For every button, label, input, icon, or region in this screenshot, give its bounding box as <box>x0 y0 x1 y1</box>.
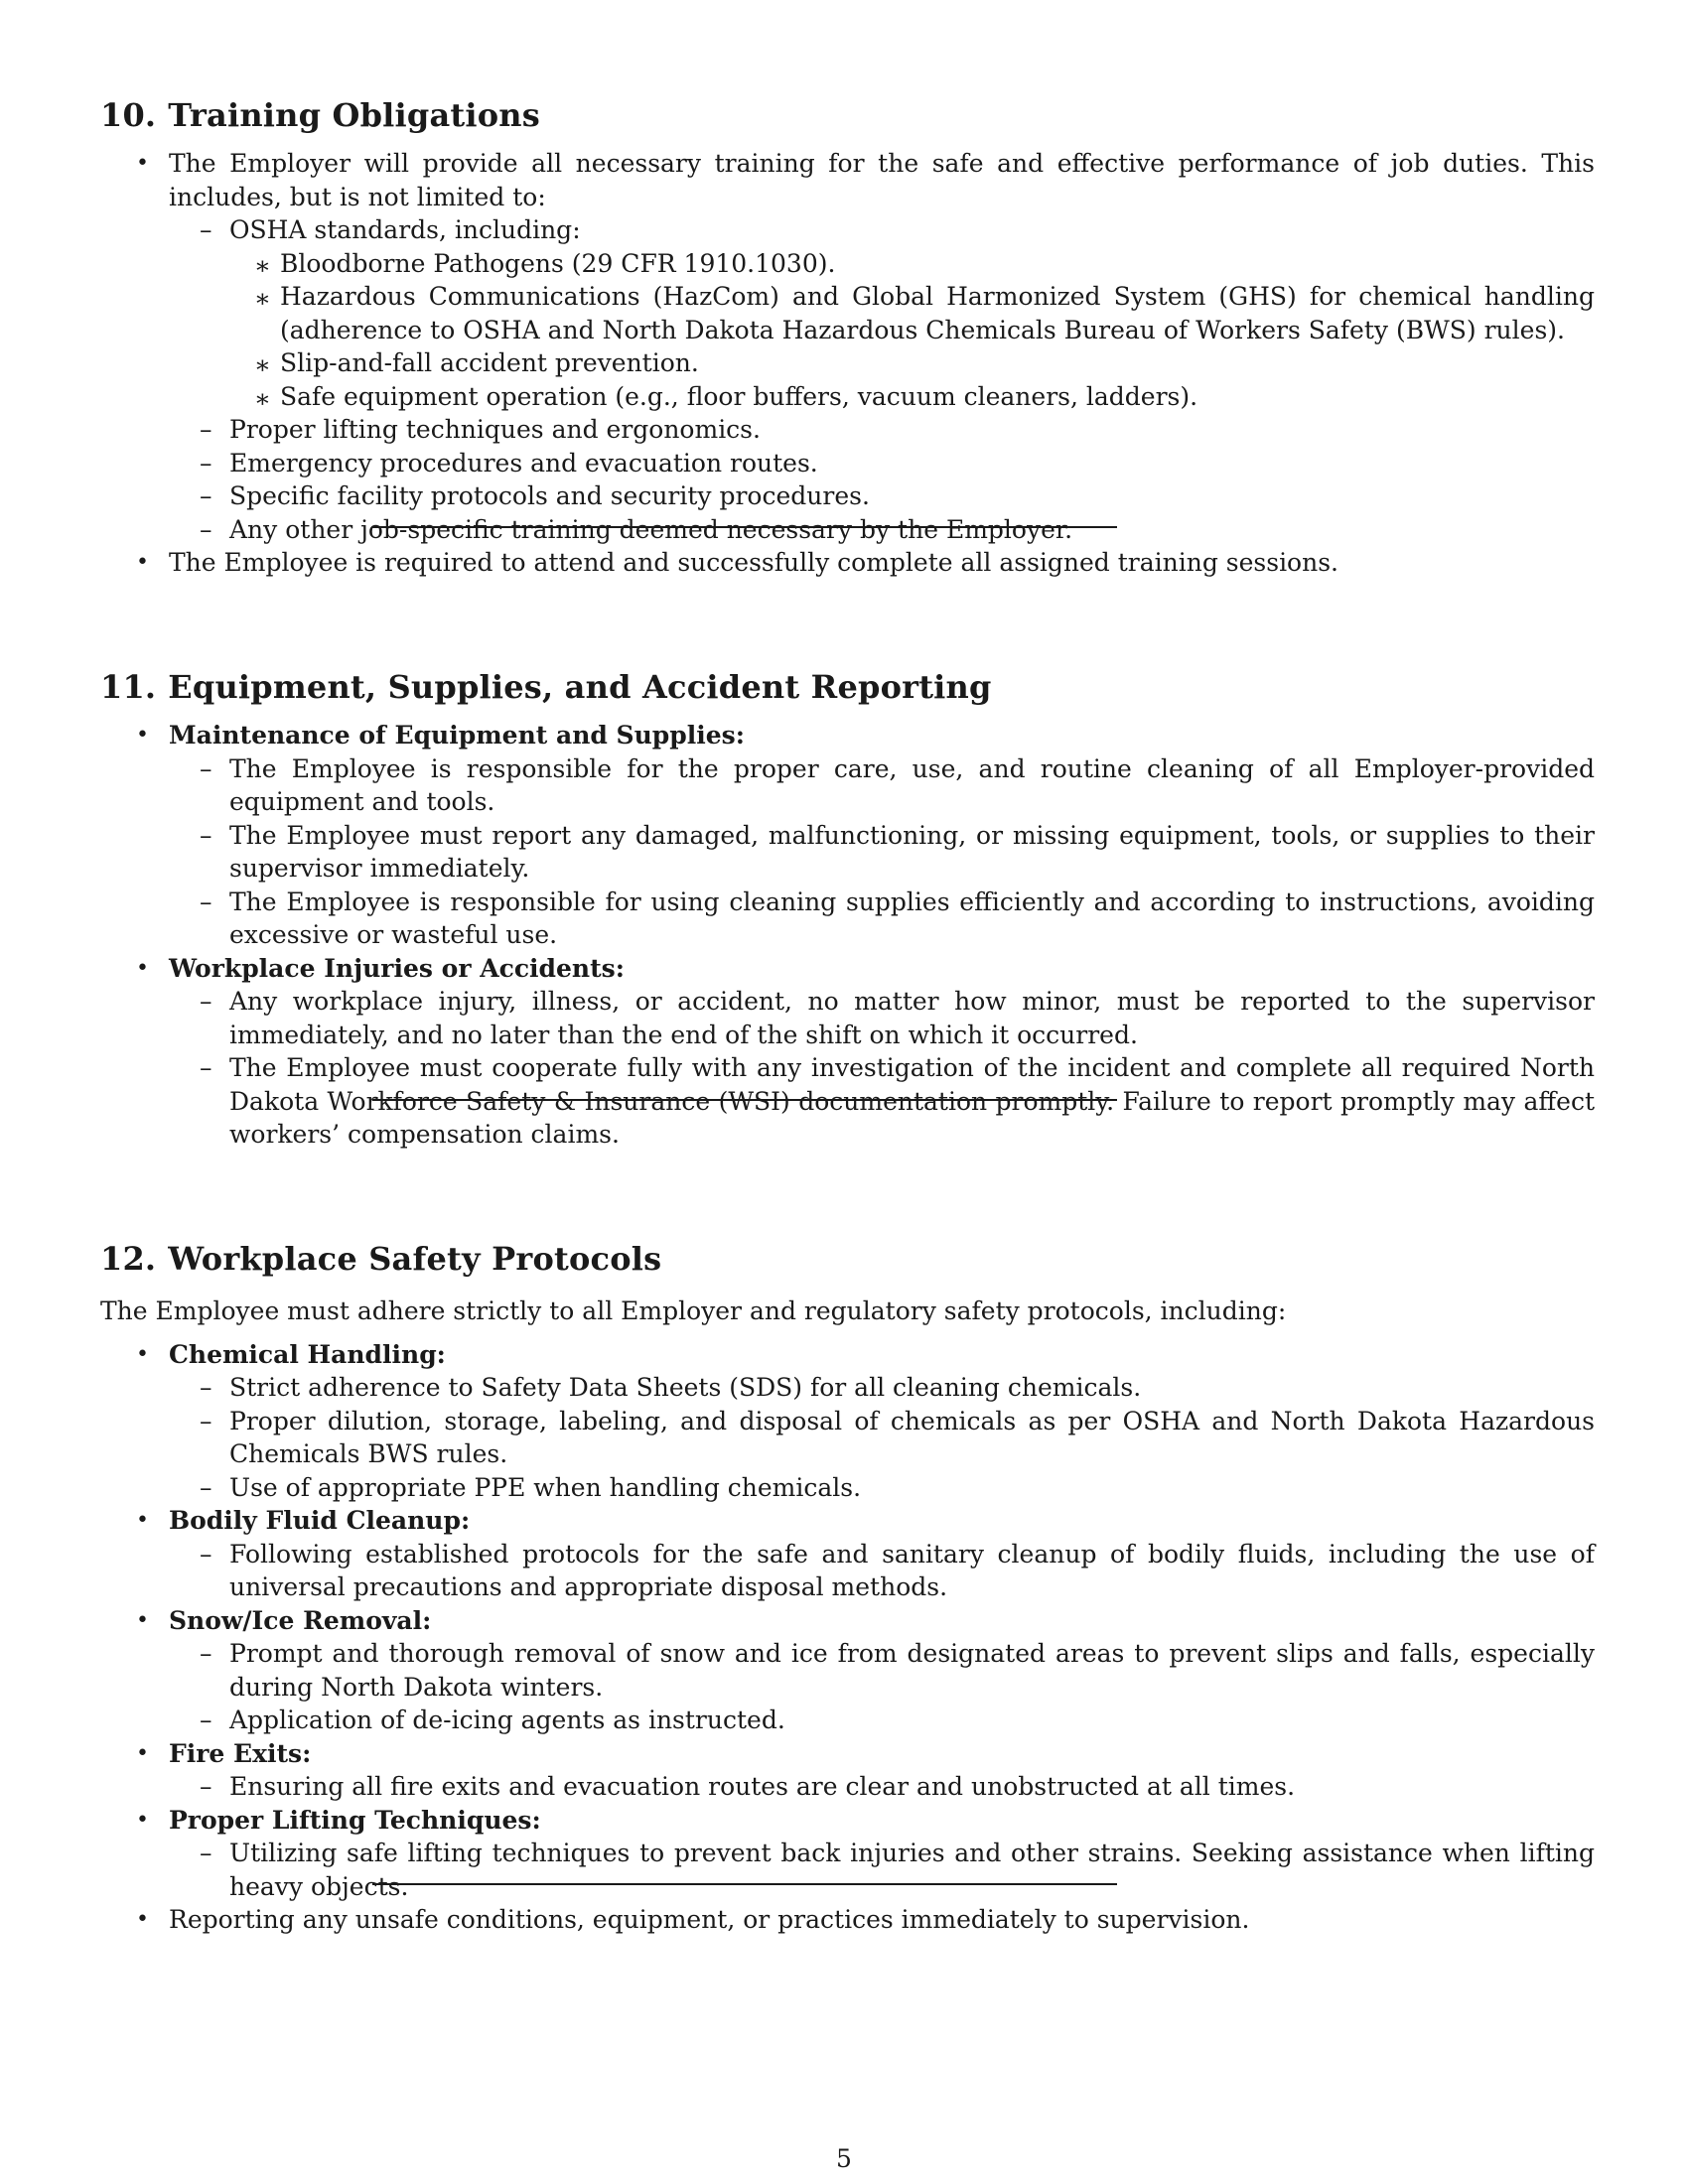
sub-list-item-text: The Employee must report any damaged, malfunctioning, or missing equipment, tools, or supplies to their supervisor immediately. <box>229 820 1595 883</box>
dash-marker: – <box>200 448 212 478</box>
dash-marker: – <box>200 1472 212 1502</box>
sub-list <box>169 1637 1595 1737</box>
asterisk-marker: ∗ <box>254 383 271 413</box>
bullet-marker: • <box>136 1508 149 1533</box>
bullet-marker: • <box>136 1740 149 1766</box>
sub-list <box>169 985 1595 1152</box>
sub-list-item <box>169 1051 1595 1152</box>
list-item <box>100 1338 1595 1505</box>
dash-marker: – <box>200 1706 212 1734</box>
sub-list-item-text: The Employee must cooperate fully with any investigation of the incident and complete all required North Dakota Workforce Safety & Insurance (WSI) documentation promptly. Failure to report promptly may affect workers’ compensation claims. <box>229 1053 1595 1149</box>
sub-list-item <box>169 1837 1595 1903</box>
dash-marker: – <box>200 1839 212 1867</box>
section-equipment-supplies-accident-reporting <box>100 665 1595 1152</box>
sub-list-item <box>169 513 1595 547</box>
sub-list-item-text: Emergency procedures and evacuation routes. <box>229 448 818 478</box>
section-heading <box>100 93 1595 137</box>
dash-marker: – <box>200 887 212 916</box>
sub-list-item <box>169 1704 1595 1737</box>
sub-list-item <box>169 819 1595 886</box>
bullet-marker: • <box>136 1341 149 1367</box>
sub-list-item-text: Proper lifting techniques and ergonomics. <box>229 415 761 444</box>
asterisk-marker: ∗ <box>254 250 271 280</box>
sub-sub-list-item <box>229 247 1595 281</box>
dash-marker: – <box>200 481 212 510</box>
sub-list <box>169 1371 1595 1504</box>
list-item-text: Reporting any unsafe conditions, equipment, or practices immediately to supervision. <box>169 1905 1250 1934</box>
dash-marker: – <box>200 1406 212 1435</box>
sub-list-item-text: Any workplace injury, illness, or accident, no matter how minor, must be reported to the supervisor immediately, and no later than the end of the shift on which it occurred. <box>229 987 1595 1049</box>
bullet-list <box>100 147 1595 580</box>
sub-list-item <box>169 479 1595 513</box>
list-item <box>100 719 1595 952</box>
sub-list-item <box>169 413 1595 447</box>
bullet-marker: • <box>136 1607 149 1633</box>
section-divider <box>372 526 1117 528</box>
section-intro: The Employee must adhere strictly to all Employer and regulatory safety protocols, including: <box>100 1297 1287 1325</box>
list-item-label: Fire Exits: <box>169 1738 312 1768</box>
dash-marker: – <box>200 820 212 850</box>
bullet-marker: • <box>136 550 149 575</box>
bullet-marker: • <box>136 1807 149 1833</box>
dash-marker: – <box>200 987 212 1016</box>
list-item <box>100 1737 1595 1804</box>
bullet-list <box>100 719 1595 1152</box>
sub-list-item <box>169 1371 1595 1405</box>
sub-list-item <box>169 752 1595 819</box>
list-item <box>100 1604 1595 1737</box>
dash-marker: – <box>200 415 212 444</box>
bullet-marker: • <box>136 151 149 176</box>
sub-list-item <box>169 886 1595 952</box>
sub-sub-list-item-text: Hazardous Communications (HazCom) and Global Harmonized System (GHS) for chemical handling (adherence to OSHA and North Dakota Hazardous Chemicals Bureau of Workers Safety (BWS) rules). <box>280 282 1595 344</box>
list-item <box>100 1504 1595 1604</box>
dash-marker: – <box>200 1539 212 1569</box>
section-number: 11. <box>100 668 157 706</box>
sub-sub-list-item-text: Slip-and-fall accident prevention. <box>280 348 699 377</box>
sub-list-item <box>169 1538 1595 1604</box>
page-number: 5 <box>836 2144 852 2173</box>
sub-sub-list-item-text: Bloodborne Pathogens (29 CFR 1910.1030). <box>280 248 836 278</box>
sub-list-item <box>169 1770 1595 1804</box>
sub-sub-list-item <box>229 346 1595 380</box>
list-item-label: Proper Lifting Techniques: <box>169 1805 541 1835</box>
dash-marker: – <box>200 1639 212 1668</box>
dash-marker: – <box>200 1772 212 1801</box>
bullet-list <box>100 1338 1595 1937</box>
dash-marker: – <box>200 1373 212 1402</box>
sub-list-item-text: The Employee is responsible for the proper care, use, and routine cleaning of all Employer-provided equipment and tools. <box>229 753 1595 816</box>
list-item-text: The Employer will provide all necessary training for the safe and effective performance of job duties. This includes, but is not limited to: <box>169 149 1595 211</box>
sub-list-item-text: The Employee is responsible for using cleaning supplies efficiently and according to instructions, avoiding excessive or wasteful use. <box>229 887 1595 949</box>
sub-list-item-text: Any other job-specific training deemed necessary by the Employer. <box>229 514 1073 544</box>
sub-sub-list <box>229 247 1595 414</box>
dash-marker: – <box>200 215 212 244</box>
sub-list <box>169 213 1595 546</box>
sub-list-item <box>169 1405 1595 1471</box>
bullet-marker: • <box>136 955 149 981</box>
list-item-label: Bodily Fluid Cleanup: <box>169 1506 471 1535</box>
section-number: 10. <box>100 96 157 134</box>
sub-list-item <box>169 213 1595 413</box>
list-item-label: Snow/Ice Removal: <box>169 1605 432 1635</box>
sub-list-item <box>169 985 1595 1051</box>
sub-list-item-text: Utilizing safe lifting techniques to prevent back injuries and other strains. Seeking assistance when lifting heavy objects. <box>229 1839 1595 1901</box>
sub-list-item-text: Strict adherence to Safety Data Sheets (SDS) for all cleaning chemicals. <box>229 1373 1142 1402</box>
sub-list-item-text: Prompt and thorough removal of snow and ice from designated areas to prevent slips and falls, especially during North Dakota winters. <box>229 1639 1595 1702</box>
sub-sub-list-item-text: Safe equipment operation (e.g., floor buffers, vacuum cleaners, ladders). <box>280 381 1198 411</box>
asterisk-marker: ∗ <box>254 284 271 313</box>
section-workplace-safety-protocols <box>100 1237 1595 1937</box>
list-item <box>100 147 1595 546</box>
list-item-label: Workplace Injuries or Accidents: <box>169 953 625 983</box>
sub-list-item-text: Proper dilution, storage, labeling, and disposal of chemicals as per OSHA and North Dakota Hazardous Chemicals BWS rules. <box>229 1406 1595 1468</box>
sub-list-item <box>169 447 1595 480</box>
sub-list-item <box>169 1637 1595 1704</box>
asterisk-marker: ∗ <box>254 350 271 379</box>
section-training-obligations <box>100 93 1595 580</box>
sub-sub-list-item <box>229 280 1595 346</box>
list-item <box>100 546 1595 580</box>
list-item <box>100 1903 1595 1937</box>
sub-list-item-text: Application of de-icing agents as instructed. <box>229 1706 785 1734</box>
sub-list-item <box>169 1471 1595 1505</box>
sub-list <box>169 752 1595 952</box>
sub-list-item-text: Ensuring all fire exits and evacuation routes are clear and unobstructed at all times. <box>229 1772 1296 1801</box>
sub-sub-list-item <box>229 380 1595 414</box>
section-title: Workplace Safety Protocols <box>168 1240 662 1278</box>
sub-list-item-text: OSHA standards, including: <box>229 215 581 244</box>
bullet-marker: • <box>136 1907 149 1932</box>
sub-list <box>169 1538 1595 1604</box>
sub-list-item-text: Use of appropriate PPE when handling chemicals. <box>229 1472 862 1502</box>
list-item-label: Maintenance of Equipment and Supplies: <box>169 721 745 750</box>
sub-list <box>169 1837 1595 1903</box>
section-heading <box>100 1237 1595 1281</box>
section-number: 12. <box>100 1240 157 1278</box>
sub-list <box>169 1770 1595 1804</box>
section-heading <box>100 665 1595 709</box>
list-item <box>100 1804 1595 1904</box>
list-item-text: The Employee is required to attend and successfully complete all assigned training sessions. <box>169 548 1338 577</box>
list-item <box>100 952 1595 1152</box>
sub-list-item-text: Following established protocols for the safe and sanitary cleanup of bodily fluids, including the use of universal precautions and appropriate disposal methods. <box>229 1539 1595 1601</box>
section-divider <box>372 1883 1117 1885</box>
dash-marker: – <box>200 1053 212 1082</box>
section-title: Equipment, Supplies, and Accident Reporting <box>168 668 992 706</box>
section-divider <box>372 1099 1117 1101</box>
dash-marker: – <box>200 753 212 783</box>
bullet-marker: • <box>136 723 149 748</box>
list-item-label: Chemical Handling: <box>169 1339 446 1369</box>
section-title: Training Obligations <box>168 96 540 134</box>
dash-marker: – <box>200 514 212 544</box>
sub-list-item-text: Specific facility protocols and security procedures. <box>229 481 870 510</box>
